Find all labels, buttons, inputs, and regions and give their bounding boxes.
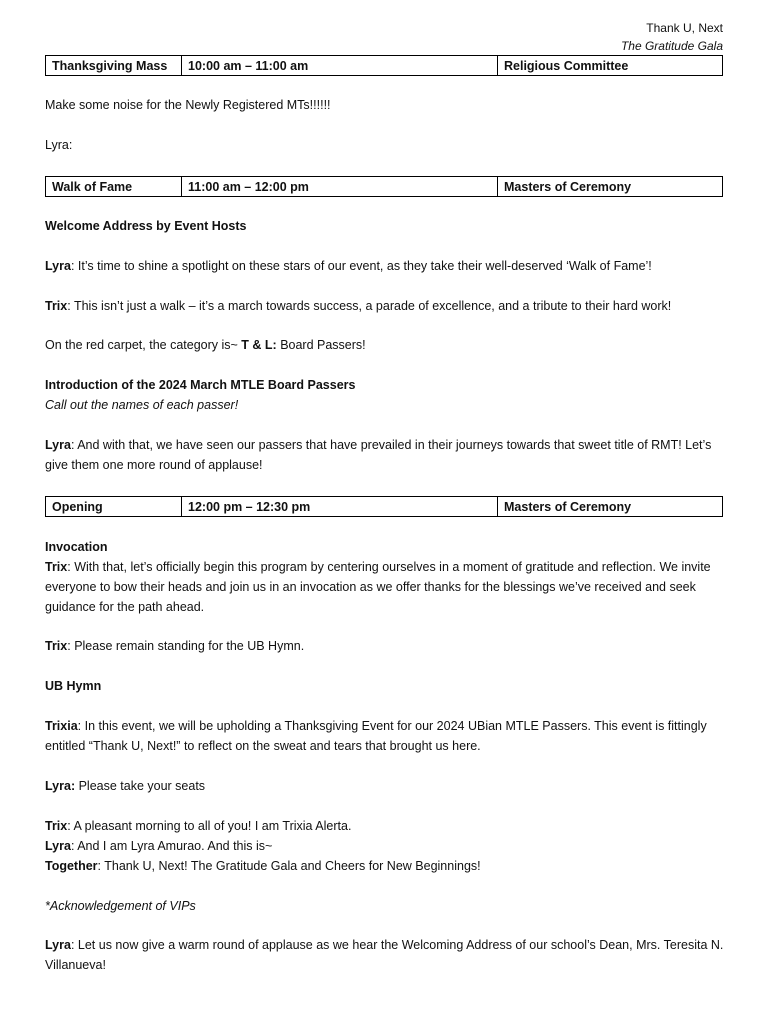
schedule-time: 10:00 am – 11:00 am	[182, 56, 498, 76]
speaker-text: : Please remain standing for the UB Hymn.	[67, 639, 305, 653]
vips-note: *Acknowledgement of VIPs	[45, 899, 196, 913]
speaker-text: : And with that, we have seen our passers that have prevailed in their journeys towards that sweet title of RMT! Let’s give them one more round of applause!	[45, 438, 712, 472]
speaker-name: Trix	[45, 560, 68, 574]
noise-line: Make some noise for the Newly Registered MTs!!!!!!	[45, 98, 331, 112]
invocation-heading: Invocation	[45, 540, 108, 554]
intro-heading: Introduction of the 2024 March MTLE Board Passers	[45, 378, 356, 392]
schedule-event: Walk of Fame	[46, 177, 182, 197]
speaker-text: : This isn’t just a walk – it’s a march towards success, a parade of excellence, and a tribute to their hard work!	[67, 299, 672, 313]
speaker-text: : Let us now give a warm round of applause as we hear the Welcoming Address of our school’s Dean, Mrs. Teresita N. Villanueva!	[45, 938, 724, 972]
speaker-name: Lyra:	[45, 779, 76, 793]
together-line	[45, 856, 725, 876]
lyra-blank-line: Lyra:	[45, 138, 73, 152]
schedule-handler: Masters of Ceremony	[498, 497, 723, 517]
hymn-heading: UB Hymn	[45, 679, 102, 693]
red-carpet-category: T & L:	[241, 338, 277, 352]
schedule-row-opening	[45, 496, 723, 517]
speaker-text: : It’s time to shine a spotlight on these stars of our event, as they take their well-deserved ‘Walk of Fame’!	[70, 259, 652, 273]
speaker-name: Lyra	[45, 259, 71, 273]
speaker-text: Please take your seats	[75, 779, 206, 793]
red-carpet-line	[45, 335, 725, 355]
red-carpet-post: Board Passers!	[276, 338, 366, 352]
walk-lyra-line	[45, 256, 725, 276]
standing-line	[45, 636, 725, 656]
speaker-name: Trix	[45, 639, 68, 653]
speaker-name: Lyra	[45, 938, 71, 952]
dean-line	[45, 935, 725, 975]
speaker-name: Lyra	[45, 438, 71, 452]
seats-line	[45, 776, 725, 796]
speaker-name: Trixia	[45, 719, 78, 733]
schedule-time: 12:00 pm – 12:30 pm	[182, 497, 498, 517]
red-carpet-pre: On the red carpet, the category is~	[45, 338, 242, 352]
schedule-handler: Masters of Ceremony	[498, 177, 723, 197]
speaker-text: : Thank U, Next! The Gratitude Gala and Cheers for New Beginnings!	[97, 859, 481, 873]
header-subtitle: The Gratitude Gala	[620, 39, 723, 53]
schedule-event: Thanksgiving Mass	[46, 56, 182, 76]
speaker-name: Trix	[45, 299, 68, 313]
speaker-name: Lyra	[45, 839, 71, 853]
schedule-row-thanksgiving-mass	[45, 55, 723, 76]
speaker-text: : In this event, we will be upholding a Thanksgiving Event for our 2024 UBian MTLE Passers. This event is fittingly entitled “Thank U, Next!” to reflect on the sweat and tears that brought us here.	[45, 719, 707, 753]
amurao-line	[45, 836, 725, 856]
applause-line	[45, 435, 725, 475]
invocation-line	[45, 557, 725, 617]
schedule-handler: Religious Committee	[498, 56, 723, 76]
document-header	[621, 19, 723, 55]
schedule-time: 11:00 am – 12:00 pm	[182, 177, 498, 197]
trixia-line	[45, 716, 725, 756]
schedule-row-walk-of-fame	[45, 176, 723, 197]
walk-trix-line	[45, 296, 725, 316]
schedule-event: Opening	[46, 497, 182, 517]
intro-note: Call out the names of each passer!	[45, 398, 239, 412]
morning-line	[45, 816, 725, 836]
speaker-name: Trix	[45, 819, 68, 833]
header-title: Thank U, Next	[646, 21, 723, 35]
speaker-name: Together	[45, 859, 98, 873]
welcome-heading: Welcome Address by Event Hosts	[45, 219, 247, 233]
speaker-text: : With that, let’s officially begin this program by centering ourselves in a moment of gratitude and reflection. We invite everyone to bow their heads and join us in an invocation as we offer thanks for the blessings we’ve received and seek guidance for the path ahead.	[45, 560, 711, 614]
speaker-text: : A pleasant morning to all of you! I am Trixia Alerta.	[67, 819, 352, 833]
speaker-text: : And I am Lyra Amurao. And this is~	[70, 839, 273, 853]
